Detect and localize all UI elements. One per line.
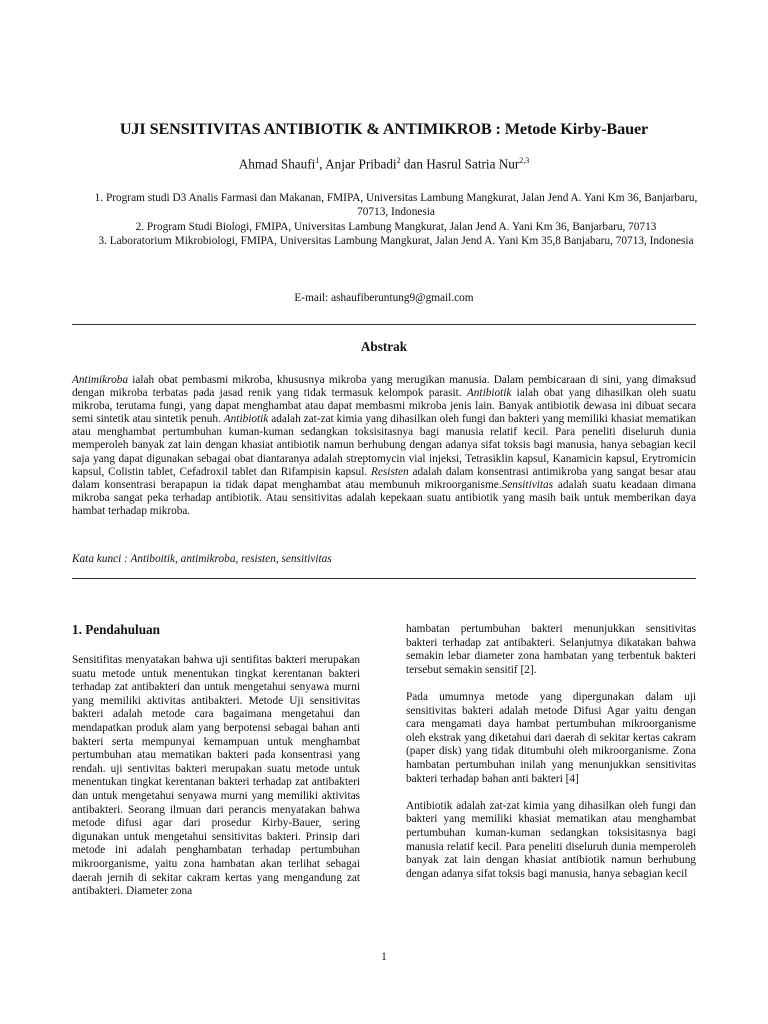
term: Antibiotik — [466, 387, 512, 400]
divider — [72, 324, 696, 325]
term: Antibiotik — [223, 413, 269, 426]
abstract-heading: Abstrak — [360, 339, 408, 354]
keywords: Kata kunci : Antiboitik, antimikroba, resisten, sensitivitas — [72, 553, 332, 565]
affiliation-item: 3. Laboratorium Mikrobiologi, FMIPA, Universitas Lambung Mangkurat, Jalan Jend A. Yani Km 35,8 Banjabaru, 70713, Indonesia — [98, 234, 694, 247]
affiliation-item: 1. Program studi D3 Analis Farmasi dan Makanan, FMIPA, Universitas Lambung Mangkurat, Jalan Jend A. Yani Km 36, Banjarbaru, 70713, Indonesia — [94, 192, 698, 219]
affiliation-marker: 2 — [396, 156, 401, 165]
abstract-text: adalah suatu keadaan dimana mikroba sangat peka terhadap antibiotik. Atau sensitivitas adalah kepekaan suatu antibiotik yang masih baik untuk memberikan daya hambat terhadap mikroba. — [72, 478, 697, 517]
term: Sensitivitas — [501, 478, 554, 491]
paragraph: Sensitifitas menyatakan bahwa uji sentifitas bakteri merupakan suatu metode untuk menentukan tingkat kerentanan bakteri terhadap zat antibakteri dan untuk mengetahui senyawa murni yang memiliki aktivitas antibakteri. Metode Uji sensitivitas bakteri adalah metode cara bagaimana mengetahui dan mendapatkan produk alam yang berpotensi sebagai bahan anti bakteri serta mempunyai kemampuan untuk menghambat pertumbuhan atau mematikan bakteri pada konsentrasi yang rendah. uji sentivitas bakteri merupakan suatu metode untuk menentukan tingkat kerentanan bakteri terhadap zat antibakteri dan untuk mengetahui senyawa murni yang memiliki aktivitas antibakteri. Seorang ilmuan dari perancis menyatakan bahwa metode difusi agar dari prosedur Kirby-Bauer, sering digunakan untuk mengetahui sensitivitas bakteri. Prinsip dari metode ini adalah penghambatan terhadap pertumbuhan mikroorganisme, yaitu zona hambatan akan terlihat sebagai daerah jernih di sekitar cakram kertas yang mengandung zat antibakteri. Diameter zona — [72, 654, 360, 898]
page-number: 1 — [381, 951, 387, 963]
term: Antimikroba — [72, 374, 129, 386]
author-name: Ahmad Shaufi — [238, 156, 316, 172]
author-name: dan Hasrul Satria Nur — [400, 156, 520, 172]
right-column — [406, 623, 696, 895]
abstract-text: ialah obat yang dihasilkan oleh suatu mikroba, terutama fungi, yang dapat menghambat atau dapat membasmi mikroba jenis lain. Banyak antibiotik dewasa ini dibuat secara semi sintetik atau sintetik penuh. — [72, 387, 696, 426]
abstract-text: adalah dalam konsentrasi antimikroba yang sangat besar atau dalam konsentrasi berapapun ia tidak dapat menghambat atau membunuh mikroorganisme. — [72, 465, 696, 491]
affiliation-item: 2. Program Studi Biologi, FMIPA, Universitas Lambung Mangkurat, Jalan Jend A. Yani Km 36, Banjarbaru, 70713 — [135, 220, 657, 233]
affiliation-marker: 1 — [315, 156, 320, 165]
paragraph: Antibiotik adalah zat-zat kimia yang dihasilkan oleh fungi dan bakteri yang memiliki khasiat mematikan atau menghambat pertumbuhan kuman-kuman sedangkan toksisitasnya bagi manusia relatif kecil. Para peneliti diseluruh dunia memperoleh banyak zat lain dengan khasiat antibiotik namun berhubung dengan adanya sifat toksis bagi manusia, hanya sebagian kecil — [406, 799, 696, 880]
affiliation-marker: 2,3 — [519, 156, 530, 165]
author-list — [40, 156, 728, 172]
abstract-body — [72, 374, 696, 518]
left-column — [72, 654, 360, 912]
affiliation-list — [88, 191, 704, 248]
divider — [72, 578, 696, 579]
abstract-text: ialah obat pembasmi mikroba, khususnya mikroba yang merugikan manusia. Dalam pembicaraan di sini, yang dimaksud dengan mikroba terbatas pada jasad renik yang tidak termasuk kelompok parasit. — [72, 374, 696, 400]
term: Resisten — [371, 465, 409, 478]
paper-title: UJI SENSITIVITAS ANTIBIOTIK & ANTIMIKROB : Metode Kirby-Bauer — [119, 120, 649, 138]
paragraph: hambatan pertumbuhan bakteri menunjukkan sensitivitas bakteri terhadap zat antibakteri. Selanjutnya dikatakan bahwa semakin lebar diameter zona hambatan yang terbentuk bakteri tersebut semakin sensitif [2]. — [406, 623, 696, 676]
paragraph: Pada umumnya metode yang dipergunakan dalam uji sensitivitas bakteri adalah metode Difusi Agar yaitu dengan cara mengamati daya hambat pertumbuhan mikroorganisme oleh ekstrak yang diketahui dari daerah di sekitar kertas cakram (paper disk) yang tidak ditumbuhi oleh mikroorganisme. Zona hambatan pertumbuhan inilah yang menunjukkan sensitivitas bakteri terhadap bahan anti bakteri [4] — [406, 690, 696, 785]
contact-email: E-mail: ashaufiberuntung9@gmail.com — [294, 292, 474, 304]
author-name: , Anjar Pribadi — [319, 156, 397, 172]
abstract-text: adalah zat-zat kimia yang dihasilkan oleh fungi dan bakteri yang memiliki khasiat mematikan atau menghambat pertumbuhan kuman-kuman sedangkan toksisitasnya bagi manusia relatif kecil. Para peneliti diseluruh dunia memperoleh banyak zat lain dengan khasiat antibiotik namun berhubung dengan adanya sifat toksis bagi manusia, hanya sebagian kecil saja yang dapat digunakan sebagai obat diantaranya adalah streptomycin vial injeksi, Tetrasiklin kapsul, Kanamicin kapsul, Erytromicin kapsul, Colistin tablet, Cefadroxil tablet dan Rifampisin kapsul. — [72, 413, 696, 478]
section-heading: 1. Pendahuluan — [72, 622, 160, 637]
